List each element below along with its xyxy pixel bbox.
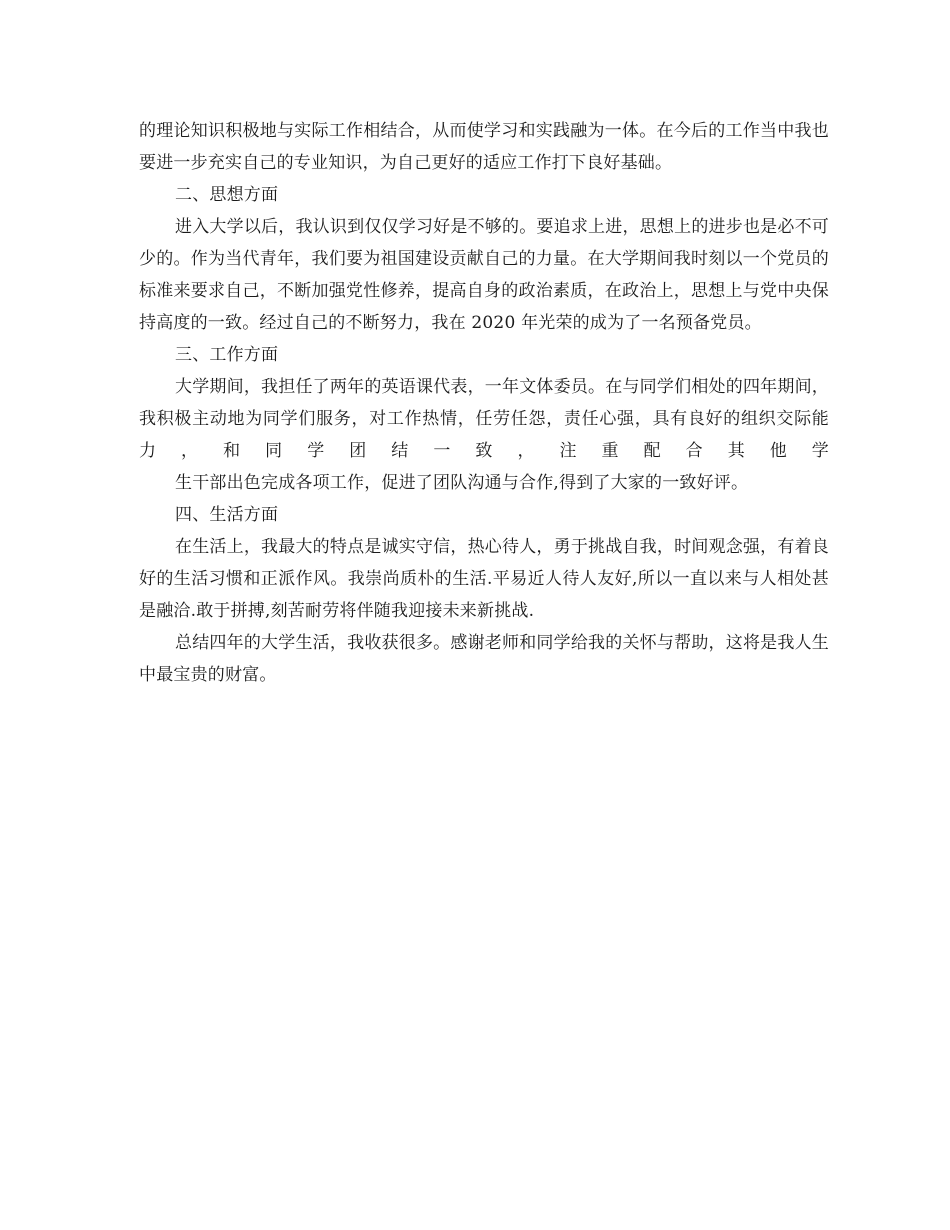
section-heading-work: 三、工作方面 [175, 345, 279, 365]
paragraph-thought: 进入大学以后，我认识到仅仅学习好是不够的。要追求上进，思想上的进步也是必不可少的。作为当代青年，我们要为祖国建设贡献自己的力量。在大学期间我时刻以一个党员的标准来要求自己，不断加强党性修养，提高自身的政治素质，在政治上，思想上与党中央保持高度的一致。经过自己的不断努力，我在 2020 年光荣的成为了一名预备党员。 [139, 217, 829, 333]
paragraph-work: 大学期间，我担任了两年的英语课代表，一年文体委员。在与同学们相处的四年期间，我积极主动地为同学们服务，对工作热情，任劳任怨，责任心强，具有良好的组织交际能力，和同学团结一致，注重配合其他学 [139, 377, 829, 461]
paragraph-intro-continuation: 的理论知识积极地与实际工作相结合，从而使学习和实践融为一体。在今后的工作当中我也要进一步充实自己的专业知识，为自己更好的适应工作打下良好基础。 [139, 121, 829, 173]
paragraph-work-continued: 生干部出色完成各项工作，促进了团队沟通与合作,得到了大家的一致好评。 [175, 473, 749, 493]
paragraph-life: 在生活上，我最大的特点是诚实守信，热心待人，勇于挑战自我，时间观念强，有着良好的生活习惯和正派作风。我崇尚质朴的生活.平易近人待人友好,所以一直以来与人相处甚是融洽.敢于拼搏,刻苦耐劳将伴随我迎接未来新挑战. [139, 537, 829, 621]
document-body [139, 115, 829, 691]
paragraph-summary: 总结四年的大学生活，我收获很多。感谢老师和同学给我的关怀与帮助，这将是我人生中最宝贵的财富。 [139, 633, 829, 685]
section-heading-thought: 二、思想方面 [175, 185, 279, 205]
section-heading-life: 四、生活方面 [175, 505, 279, 525]
